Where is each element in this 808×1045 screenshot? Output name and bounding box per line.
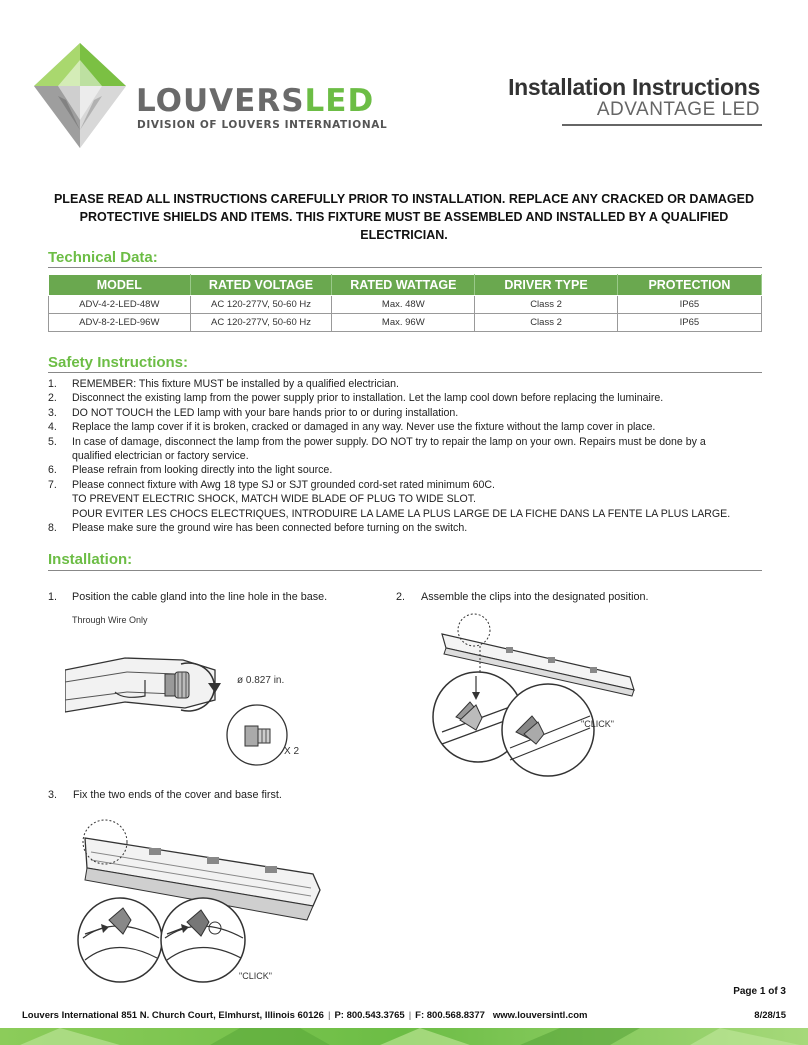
list-item [48,478,762,521]
list-item [48,521,762,535]
item-text: POUR EVITER LES CHOCS ELECTRIQUES, INTRODUIRE LA LAME LA PLUS LARGE DE LA FICHE DANS LA FENTE LA PLUS LARGE. [72,507,731,520]
list-item [48,391,762,405]
item-text: Please connect fixture with Awg 18 type SJ or SJT grounded cord-set rated minimum 60C. [72,478,495,491]
table-cell: AC 120-277V, 50-60 Hz [190,314,332,332]
table-cell: IP65 [617,296,761,314]
column-header: PROTECTION [617,275,761,296]
item-text: Disconnect the existing lamp from the power supply prior to installation. Let the lamp cool down before replacing the luminaire. [72,392,664,405]
column-header: DRIVER TYPE [475,275,618,296]
page-number: Page 1 of 3 [733,986,786,997]
item-number: 1. [48,378,57,390]
list-item [48,420,762,434]
quantity-label: X 2 [284,746,300,757]
item-number: 6. [48,464,57,477]
document-subtitle: ADVANTAGE LED [596,99,760,120]
item-text: TO PREVENT ELECTRIC SHOCK, MATCH WIDE BLADE OF PLUG TO WIDE SLOT. [72,493,477,506]
table-header-row [49,275,762,296]
table-cell: ADV-4-2-LED-48W [49,296,191,314]
section-divider [48,267,762,268]
item-text: Please refrain from looking directly into the light source. [72,464,333,477]
clip-assembly-illustration [420,612,650,797]
item-text: In case of damage, disconnect the lamp from the power supply. DO NOT try to repair the lamp on your own. Repairs must be done by a [72,435,706,448]
table-cell: Class 2 [475,314,618,332]
item-text: Please make sure the ground wire has been connected before turning on the switch. [72,522,468,535]
footer-date: 8/28/15 [754,1010,786,1021]
step-1-number: 1. [48,591,58,603]
dimension-label: ø 0.827 in. [237,675,285,686]
warning-line: PROTECTIVE SHIELDS AND ITEMS. THIS FIXTURE MUST BE ASSEMBLED AND INSTALLED BY A QUALIFIED ELECTRICIAN. [79,210,729,242]
document-title: Installation Instructions [508,74,760,100]
item-number: 2. [48,392,57,405]
table-row [49,314,762,332]
section-divider [48,372,762,373]
item-number: 5. [48,435,57,448]
technical-data-heading: Technical Data: [48,249,158,266]
logo-emblem [30,40,130,150]
warning-notice [48,190,760,244]
list-item [48,377,762,391]
footer-address: Louvers International 851 N. Church Court, Elmhurst, Illinois 60126 [22,1010,324,1021]
item-number: 4. [48,421,57,434]
warning-line: PLEASE READ ALL INSTRUCTIONS CAREFULLY PRIOR TO INSTALLATION. REPLACE ANY CRACKED OR DAMAGED [53,192,755,206]
step-3-number: 3. [48,789,58,801]
step-1-text: Position the cable gland into the line hole in the base. [72,591,328,603]
safety-heading: Safety Instructions: [48,354,189,371]
item-text: Replace the lamp cover if it is broken, cracked or damaged in any way. Never use the fixture without the lamp cover in place. [72,421,656,434]
item-number: 7. [48,478,57,491]
list-item [48,435,762,464]
table-cell: AC 120-277V, 50-60 Hz [190,296,332,314]
step-1-note: Through Wire Only [72,615,148,625]
section-divider [48,570,762,571]
footer-website-link[interactable]: www.louversintl.com [492,1010,588,1021]
item-text: REMEMBER: This fixture MUST be installed by a qualified electrician. [72,378,399,390]
item-text: DO NOT TOUCH the LED lamp with your bare hands prior to or during installation. [72,406,459,419]
table-cell: Max. 48W [332,296,475,314]
table-cell: Class 2 [475,296,618,314]
footer-phone: P: 800.543.3765 [334,1010,405,1021]
click-callout: "CLICK" [581,719,614,729]
technical-data-table [48,274,762,332]
safety-list [48,377,762,535]
footer-fax: F: 800.568.8377 [415,1010,485,1021]
column-header: RATED VOLTAGE [190,275,332,296]
table-row [49,296,762,314]
cover-assembly-illustration [75,810,335,990]
cable-gland-parts-illustration [225,695,290,775]
table-cell: IP65 [617,314,761,332]
item-number: 3. [48,406,57,419]
item-number: 8. [48,522,57,535]
step-2-text: Assemble the clips into the designated position. [421,591,649,603]
brand-name: LOUVERSLED [136,83,375,119]
item-text: qualified electrician or factory service. [72,450,249,463]
footer-contact: Louvers International 851 N. Church Court, Elmhurst, Illinois 60126 | P: 800.543.3765 | F: 800.568.8377 www.louversintl.com [22,1010,588,1021]
column-header: RATED WATTAGE [332,275,475,296]
step-3-text: Fix the two ends of the cover and base first. [73,789,282,801]
table-cell: Max. 96W [332,314,475,332]
click-callout: "CLICK" [239,971,272,981]
column-header: MODEL [49,275,191,296]
brand-subtitle: DIVISION OF LOUVERS INTERNATIONAL [137,119,388,131]
list-item [48,406,762,420]
installation-heading: Installation: [48,551,133,568]
footer-decorative-bar [0,1028,808,1045]
title-divider [562,124,762,126]
step-2-number: 2. [396,591,406,603]
table-cell: ADV-8-2-LED-96W [49,314,191,332]
list-item [48,463,762,477]
